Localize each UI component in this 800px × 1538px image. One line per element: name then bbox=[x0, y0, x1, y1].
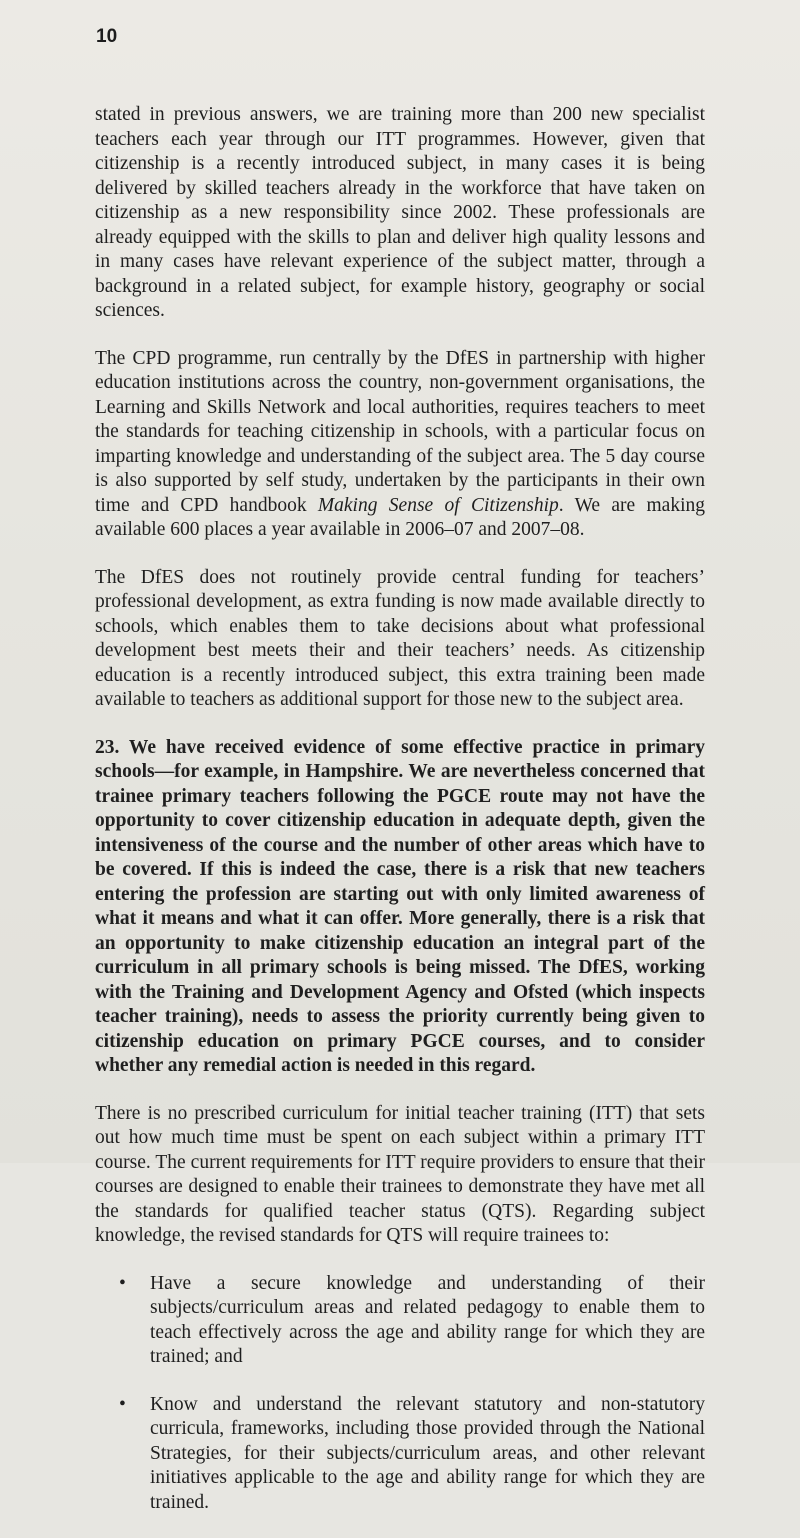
cpd-text-start: The CPD programme, run centrally by the DfES in partnership with higher education institutions across the country, non-government organisations, the Learning and Skills Network and local authorities, requires teachers to meet the standards for teaching citizenship in schools, with a particular focus on imparting knowledge and understanding of the subject area. The 5 day course is also supported by self study, undertaken by the participants in their own time and CPD handbook bbox=[95, 347, 705, 516]
list-item-text: Have a secure knowledge and understanding of their subjects/curriculum areas and related pedagogy to enable them to teach effectively across the age and ability range for which they are trained; and bbox=[150, 1272, 705, 1367]
paragraph-no-prescribed-curriculum: There is no prescribed curriculum for initial teacher training (ITT) that sets out how much time must be spent on each subject within a primary ITT course. The current requirements for ITT require providers to ensure that their courses are designed to enable their trainees to demonstrate they have met all the standards for qualified teacher status (QTS). Regarding subject knowledge, the revised standards for QTS will require trainees to: bbox=[95, 1102, 705, 1246]
list-item bbox=[95, 1393, 705, 1516]
qts-requirements-list bbox=[95, 1272, 705, 1516]
bullet-dot-icon: • bbox=[119, 1272, 126, 1294]
paragraph-itt-training: stated in previous answers, we are training more than 200 new specialist teachers each year through our ITT programmes. However, given that citizenship is a recently introduced subject, in many cases it is being delivered by skilled teachers already in the workforce that have taken on citizenship as a new responsibility since 2002. These professionals are already equipped with the skills to plan and deliver high quality lessons and in many cases have relevant experience of the subject matter, through a background in a related subject, for example history, geography or social sciences. bbox=[95, 104, 705, 321]
page-number: 10 bbox=[96, 26, 118, 47]
list-item-text: Know and understand the relevant statutory and non-statutory curricula, frameworks, including those provided through the National Strategies, for their subjects/curriculum areas, and other relevant initiatives applicable to the age and ability range for which they are trained. bbox=[150, 1393, 705, 1513]
paragraph-recommendation-23: 23. We have received evidence of some effective practice in primary schools—for example, in Hampshire. We are nevertheless concerned that trainee primary teachers following the PGCE route may not have the opportunity to cover citizenship education in adequate depth, given the intensiveness of the course and the number of other areas which have to be covered. If this is indeed the case, there is a risk that new teachers entering the profession are starting out with only limited awareness of what it means and what it can offer. More generally, there is a risk that an opportunity to make citizenship education an integral part of the curriculum in all primary schools is being missed. The DfES, working with the Training and Development Agency and Ofsted (which inspects teacher training), needs to assess the priority currently being given to citizenship education on primary PGCE courses, and to consider whether any remedial action is needed in this regard. bbox=[95, 736, 705, 1076]
cpd-text-end: . We are making available 600 places a year available in 2006–07 and 2007–08. bbox=[95, 494, 705, 540]
paragraph-cpd-programme bbox=[95, 347, 705, 543]
list-item bbox=[95, 1272, 705, 1370]
paragraph-dfes-funding: The DfES does not routinely provide central funding for teachers’ professional development, as extra funding is now made available directly to schools, which enables them to take decisions about what professional development best meets their and their teachers’ needs. As citizenship education is a recently introduced subject, this extra training been made available to teachers as additional support for those new to the subject area. bbox=[95, 566, 705, 710]
document-body bbox=[95, 103, 705, 1538]
bullet-dot-icon: • bbox=[119, 1393, 126, 1415]
handbook-title: Making Sense of Citizenship bbox=[317, 494, 559, 516]
